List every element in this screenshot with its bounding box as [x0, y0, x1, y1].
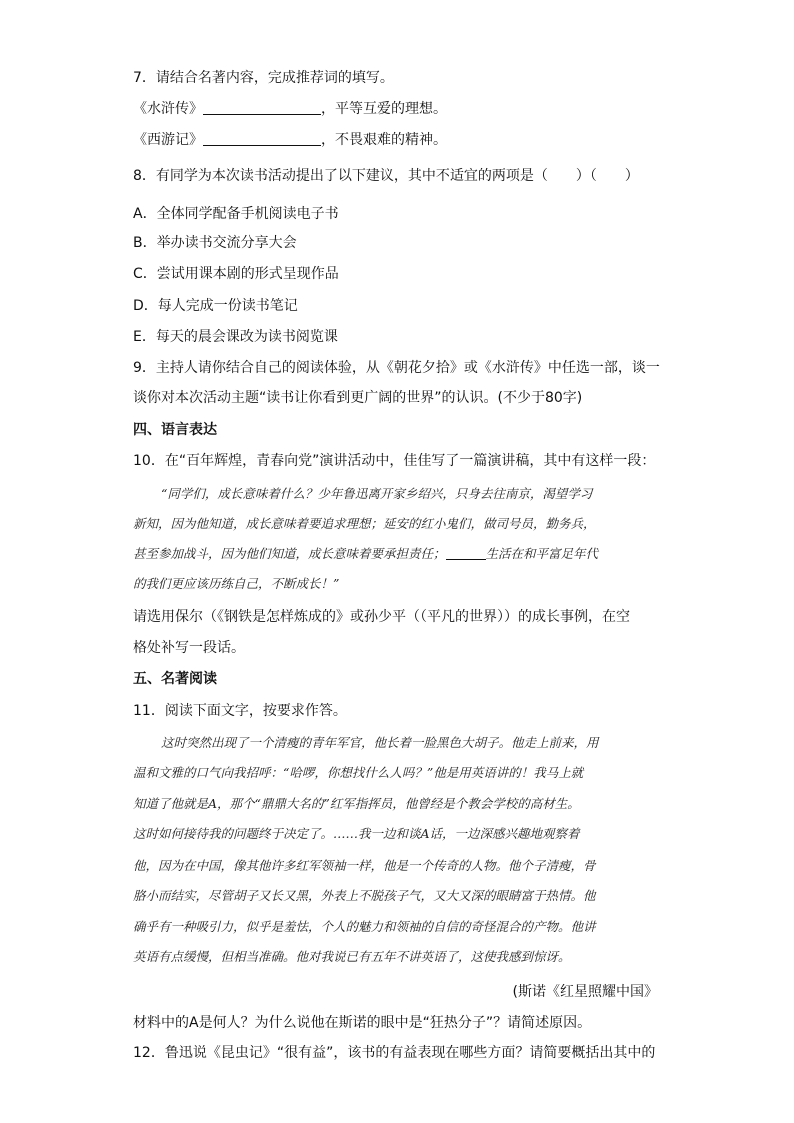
q7-blank-2[interactable]: [203, 131, 321, 146]
q10-blank[interactable]: [446, 547, 486, 560]
q8-option-b: B．举办读书交流分享大会: [133, 235, 297, 251]
q7-line-2: [133, 130, 447, 150]
q11-passage-line-2: 温和文雅的口气向我招呼：“哈啰，你想找什么人吗？”他是用英语讲的！我马上就: [133, 765, 584, 780]
q11-passage-line-4: 这时如何接待我的问题终于决定了。……我一边和谈A话，一边深感兴趣地观察着: [133, 826, 580, 841]
q8-option-a: A．全体同学配备手机阅读电子书: [133, 206, 339, 222]
q7-blank-1[interactable]: [203, 100, 321, 115]
q11-title: 11．阅读下面文字，按要求作答。: [133, 703, 347, 719]
q12-line-1: 12．鲁迅说《昆虫记》“很有益”，该书的有益表现在哪些方面？请简要概括出其中的: [133, 1045, 656, 1061]
q10-quote-line-3a: 甚至参加战斗，因为他们知道，成长意味着要承担责任；: [133, 546, 446, 561]
q9-line-1: 9．主持人请你结合自己的阅读体验，从《朝花夕拾》或《水浒传》中任选一部，谈一: [133, 360, 660, 376]
q10-quote-line-3: [133, 544, 598, 564]
q10-ask-line-1: 请选用保尔（《钢铁是怎样炼成的》或孙少平（（平凡的世界））的成长事例，在空: [133, 609, 630, 625]
q7-book-1: 《水浒传》: [133, 101, 203, 117]
q10-quote-line-3b: 生活在和平富足年代: [485, 546, 599, 561]
q7-line-2-end: ，不畏艰难的精神。: [321, 132, 447, 148]
q7-book-2: 《西游记》: [133, 132, 203, 148]
q11-source: (斯诺《红星照耀中国》: [512, 984, 658, 1000]
q10-quote-line-1: “同学们，成长意味着什么？少年鲁迅离开家乡绍兴，只身去往南京，渴望学习: [161, 486, 593, 501]
q7-line-1-end: ，平等互爱的理想。: [321, 101, 447, 117]
q8-title: 8．有同学为本次读书活动提出了以下建议，其中不适宜的两项是（ ）（ ）: [133, 168, 639, 184]
q10-quote-line-4: 的我们更应该历练自己，不断成长！”: [133, 576, 340, 591]
q11-passage-line-5: 他，因为在中国，像其他许多红军领袖一样，他是一个传奇的人物。他个子清瘦，骨: [133, 858, 596, 873]
q7-title: 7．请结合名著内容，完成推荐词的填写。: [133, 70, 394, 86]
q8-option-e: E．每天的晨会课改为读书阅览课: [133, 329, 338, 345]
q11-passage-line-1: 这时突然出现了一个清瘦的青年军官，他长着一脸黑色大胡子。他走上前来，用: [161, 735, 599, 750]
q10-ask-line-2: 格处补写一段话。: [133, 640, 245, 656]
q11-passage-line-7: 确乎有一种吸引力，似乎是羞怯，个人的魅力和领袖的自信的奇怪混合的产物。他讲: [133, 919, 596, 934]
section-5-heading: 五、名著阅读: [133, 671, 217, 687]
section-4-heading: 四、语言表达: [133, 422, 217, 438]
q9-line-2: 谈你对本次活动主题“读书让你看到更广阔的世界”的认识。(不少于80字): [133, 390, 583, 406]
q8-option-c: C．尝试用课本剧的形式呈现作品: [133, 266, 339, 282]
q10-quote-line-2: 新知，因为他知道，成长意味着要追求理想；延安的红小鬼们，做司号员，勤务兵，: [133, 516, 596, 531]
q11-question: 材料中的A是何人？为什么说他在斯诺的眼中是“狂热分子”？请简述原因。: [133, 1015, 592, 1031]
q11-passage-line-6: 胳小而结实，尽管胡子又长又黑，外表上不脱孩子气，又大又深的眼睛富于热情。他: [133, 888, 596, 903]
q10-title: 10．在“百年辉煌，青春向党”演讲活动中，佳佳写了一篇演讲稿，其中有这样一段：: [133, 453, 656, 469]
q11-passage-line-8: 英语有点缓慢，但相当准确。他对我说已有五年不讲英语了，这使我感到惊讶。: [133, 949, 571, 964]
q7-line-1: [133, 99, 447, 119]
q11-passage-line-3: 知道了他就是A，那个“鼎鼎大名的”红军指挥员，他曾经是个教会学校的高材生。: [133, 796, 580, 811]
q8-option-d: D．每人完成一份读书笔记: [133, 298, 298, 314]
